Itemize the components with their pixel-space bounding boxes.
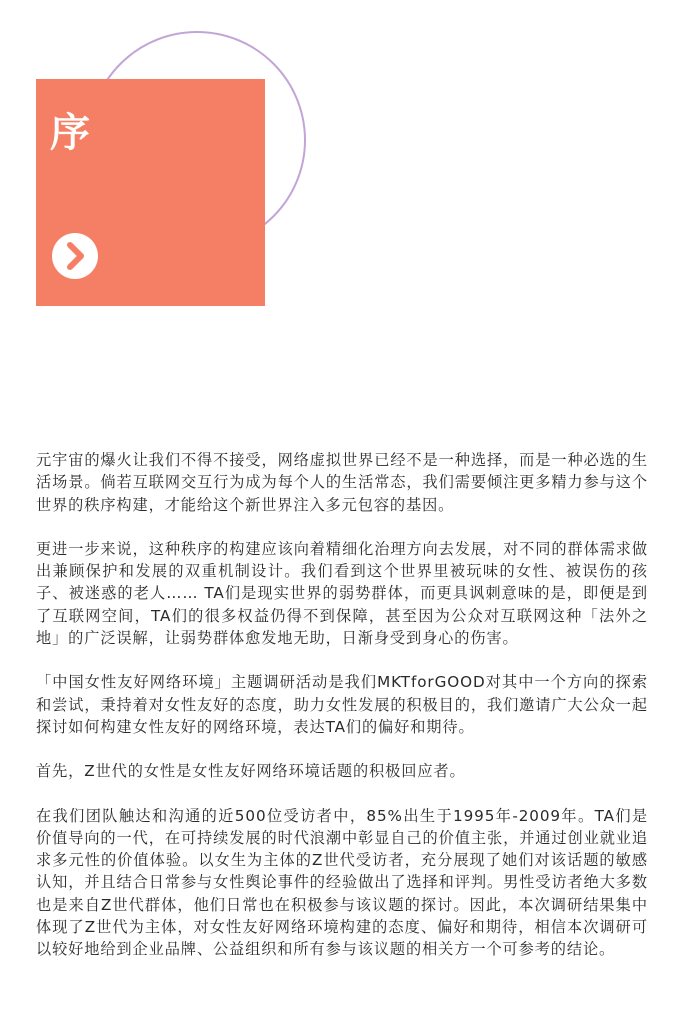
next-button[interactable] (52, 233, 98, 279)
paragraph-respondents: 在我们团队触达和沟通的近500位受访者中，85%出生于1995年-2009年。TA们是价值导向的一代，在可持续发展的时代浪潮中彰显自己的价值主张，并通过创业就业追求多元性的价值体验。以女生为主体的Z世代受访者，充分展现了她们对该话题的敏感认知，并且结合日常参与女性舆论事件的经验做出了选择和评判。男性受访者绝大多数也是来自Z世代群体，他们日常也在积极参与该议题的探讨。因此，本次调研结果集中体现了Z世代为主体，对女性友好网络环境构建的态度、偏好和期待，相信本次调研可以较好地给到企业品牌、公益组织和所有参与该议题的相关方一个可参考的结论。 (36, 806, 648, 959)
chevron-right-circle-icon (52, 233, 98, 279)
paragraph-key-finding: 首先，Z世代的女性是女性友好网络环境话题的积极回应者。 (36, 762, 466, 781)
paragraph-intro: 元宇宙的爆火让我们不得不接受，网络虚拟世界已经不是一种选择，而是一种必选的生活场景。倘若互联网交互行为成为每个人的生活常态，我们需要倾注更多精力参与这个世界的秩序构建，才能给这个新世界注入多元包容的基因。 (36, 451, 648, 514)
article-body (36, 449, 648, 983)
paragraph-governance: 更进一步来说，这种秩序的构建应该向着精细化治理方向去发展，对不同的群体需求做出兼顾保护和发展的双重机制设计。我们看到这个世界里被玩味的女性、被误伤的孩子、被迷惑的老人…… TA们是现实世界的弱势群体，而更具讽刺意味的是，即便是到了互联网空间，TA们的很多权益仍得不到保障，甚至因为公众对互联网这种「法外之地」的广泛误解，让弱势群体愈发地无助，日渐身受到身心的伤害。 (36, 539, 648, 648)
header-card (36, 79, 265, 306)
paragraph-survey-purpose: 「中国女性友好网络环境」主题调研活动是我们MKTforGOOD对其中一个方向的探索和尝试，秉持着对女性友好的态度，助力女性发展的积极目的，我们邀请广大公众一起探讨如何构建女性友好的网络环境，表达TA们的偏好和期待。 (36, 673, 648, 736)
page-title: 序 (50, 110, 90, 156)
